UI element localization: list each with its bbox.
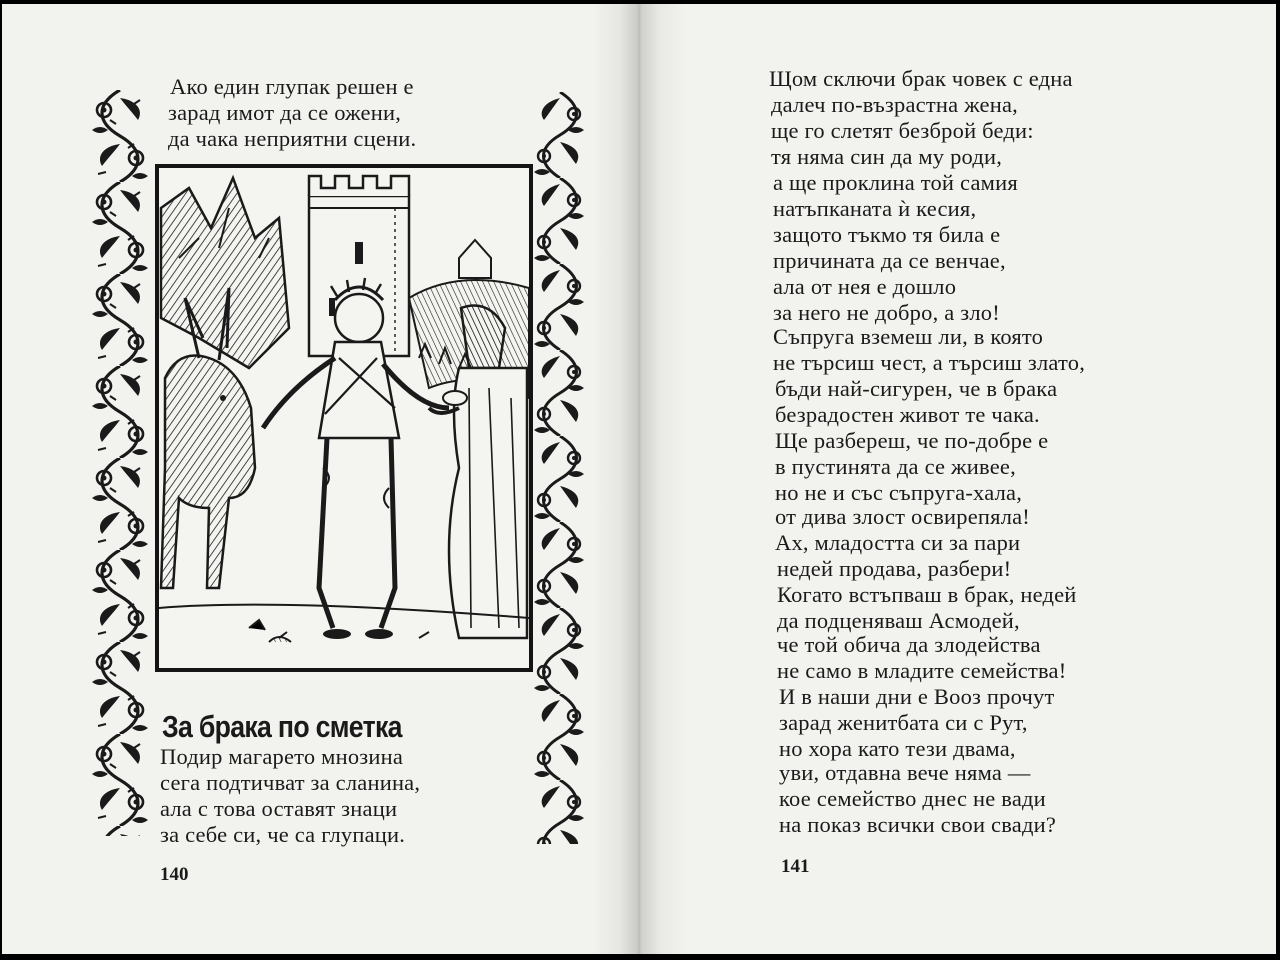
page-number-right: 141 (781, 856, 810, 877)
right-verse-line-13: бъди най-сигурен, че в брака (775, 376, 1058, 401)
right-verse-line-12: не търсиш чест, а търсиш злато, (773, 350, 1086, 375)
right-verse-line-19: Ах, младостта си за пари (775, 530, 1021, 555)
right-verse-line-10: за него не добро, а зло! (773, 300, 1000, 325)
left-top-verse-line-2: зарад имот да се ожени, (168, 100, 402, 125)
right-verse-line-8: причината да се венчае, (773, 248, 1006, 273)
left-top-verse-line-1: Ако един глупак решен е (170, 74, 414, 99)
right-verse-line-4: тя няма син да му роди, (771, 144, 1003, 169)
poem-heading: За брака по сметка (162, 709, 402, 744)
right-verse-line-23: че той обича да злодейства (777, 632, 1041, 657)
right-verse-line-7: защото тъкмо тя била е (773, 222, 1001, 247)
right-verse-line-28: уви, отдавна вече няма — (779, 760, 1031, 785)
right-verse-line-5: а ще проклина той самия (773, 170, 1018, 195)
right-verse-line-30: на показ всички свои свади? (779, 812, 1057, 837)
right-verse-line-6: натъпканата ѝ кесия, (773, 196, 977, 221)
ornamental-border-left (88, 90, 152, 836)
right-verse-line-18: от дива злост освирепяла! (775, 504, 1031, 529)
right-verse-line-9: ала от нея е дошло (773, 274, 957, 299)
right-verse-line-21: Когато встъпваш в брак, недей (777, 582, 1077, 607)
right-verse-line-16: в пустинята да се живее, (775, 454, 1016, 479)
right-verse-line-27: но хора като тези двама, (779, 736, 1016, 761)
right-verse-line-26: зарад женитбата си с Рут, (779, 710, 1028, 735)
right-verse-line-2: далеч по-възрастна жена, (771, 92, 1018, 117)
left-bottom-verse-line-2: сега подтичват за сланина, (160, 770, 421, 795)
page-number-left: 140 (160, 864, 189, 885)
right-verse-line-3: ще го слетят безброй беди: (771, 118, 1034, 143)
right-verse-line-22: да подценяваш Асмодей, (777, 608, 1020, 633)
left-bottom-verse-line-1: Подир магарето мнозина (160, 744, 404, 769)
left-top-verse-line-3: да чака неприятни сцени. (168, 126, 417, 151)
left-page (2, 4, 639, 954)
right-verse-line-11: Съпруга вземеш ли, в която (773, 324, 1044, 349)
right-page (639, 4, 1276, 954)
book-spread (2, 4, 1276, 954)
right-verse-line-20: недей продава, разбери! (777, 556, 1012, 581)
ornamental-border-right (532, 92, 588, 844)
left-bottom-verse-line-3: ала с това оставят знаци (160, 796, 398, 821)
woodcut-illustration (155, 164, 533, 672)
right-verse-line-25: И в наши дни е Вооз прочут (779, 684, 1055, 709)
right-verse-line-1: Щом сключи брак човек с една (769, 66, 1073, 91)
right-verse-line-29: кое семейство днес не вади (779, 786, 1046, 811)
right-verse-line-14: безрадостен живот те чака. (775, 402, 1040, 427)
left-bottom-verse-line-4: за себе си, че са глупаци. (160, 822, 406, 847)
right-verse-line-17: но не и със съпруга-хала, (775, 480, 1023, 505)
right-verse-line-24: не само в младите семейства! (777, 658, 1067, 683)
right-verse-line-15: Ще разбереш, че по-добре е (775, 428, 1049, 453)
